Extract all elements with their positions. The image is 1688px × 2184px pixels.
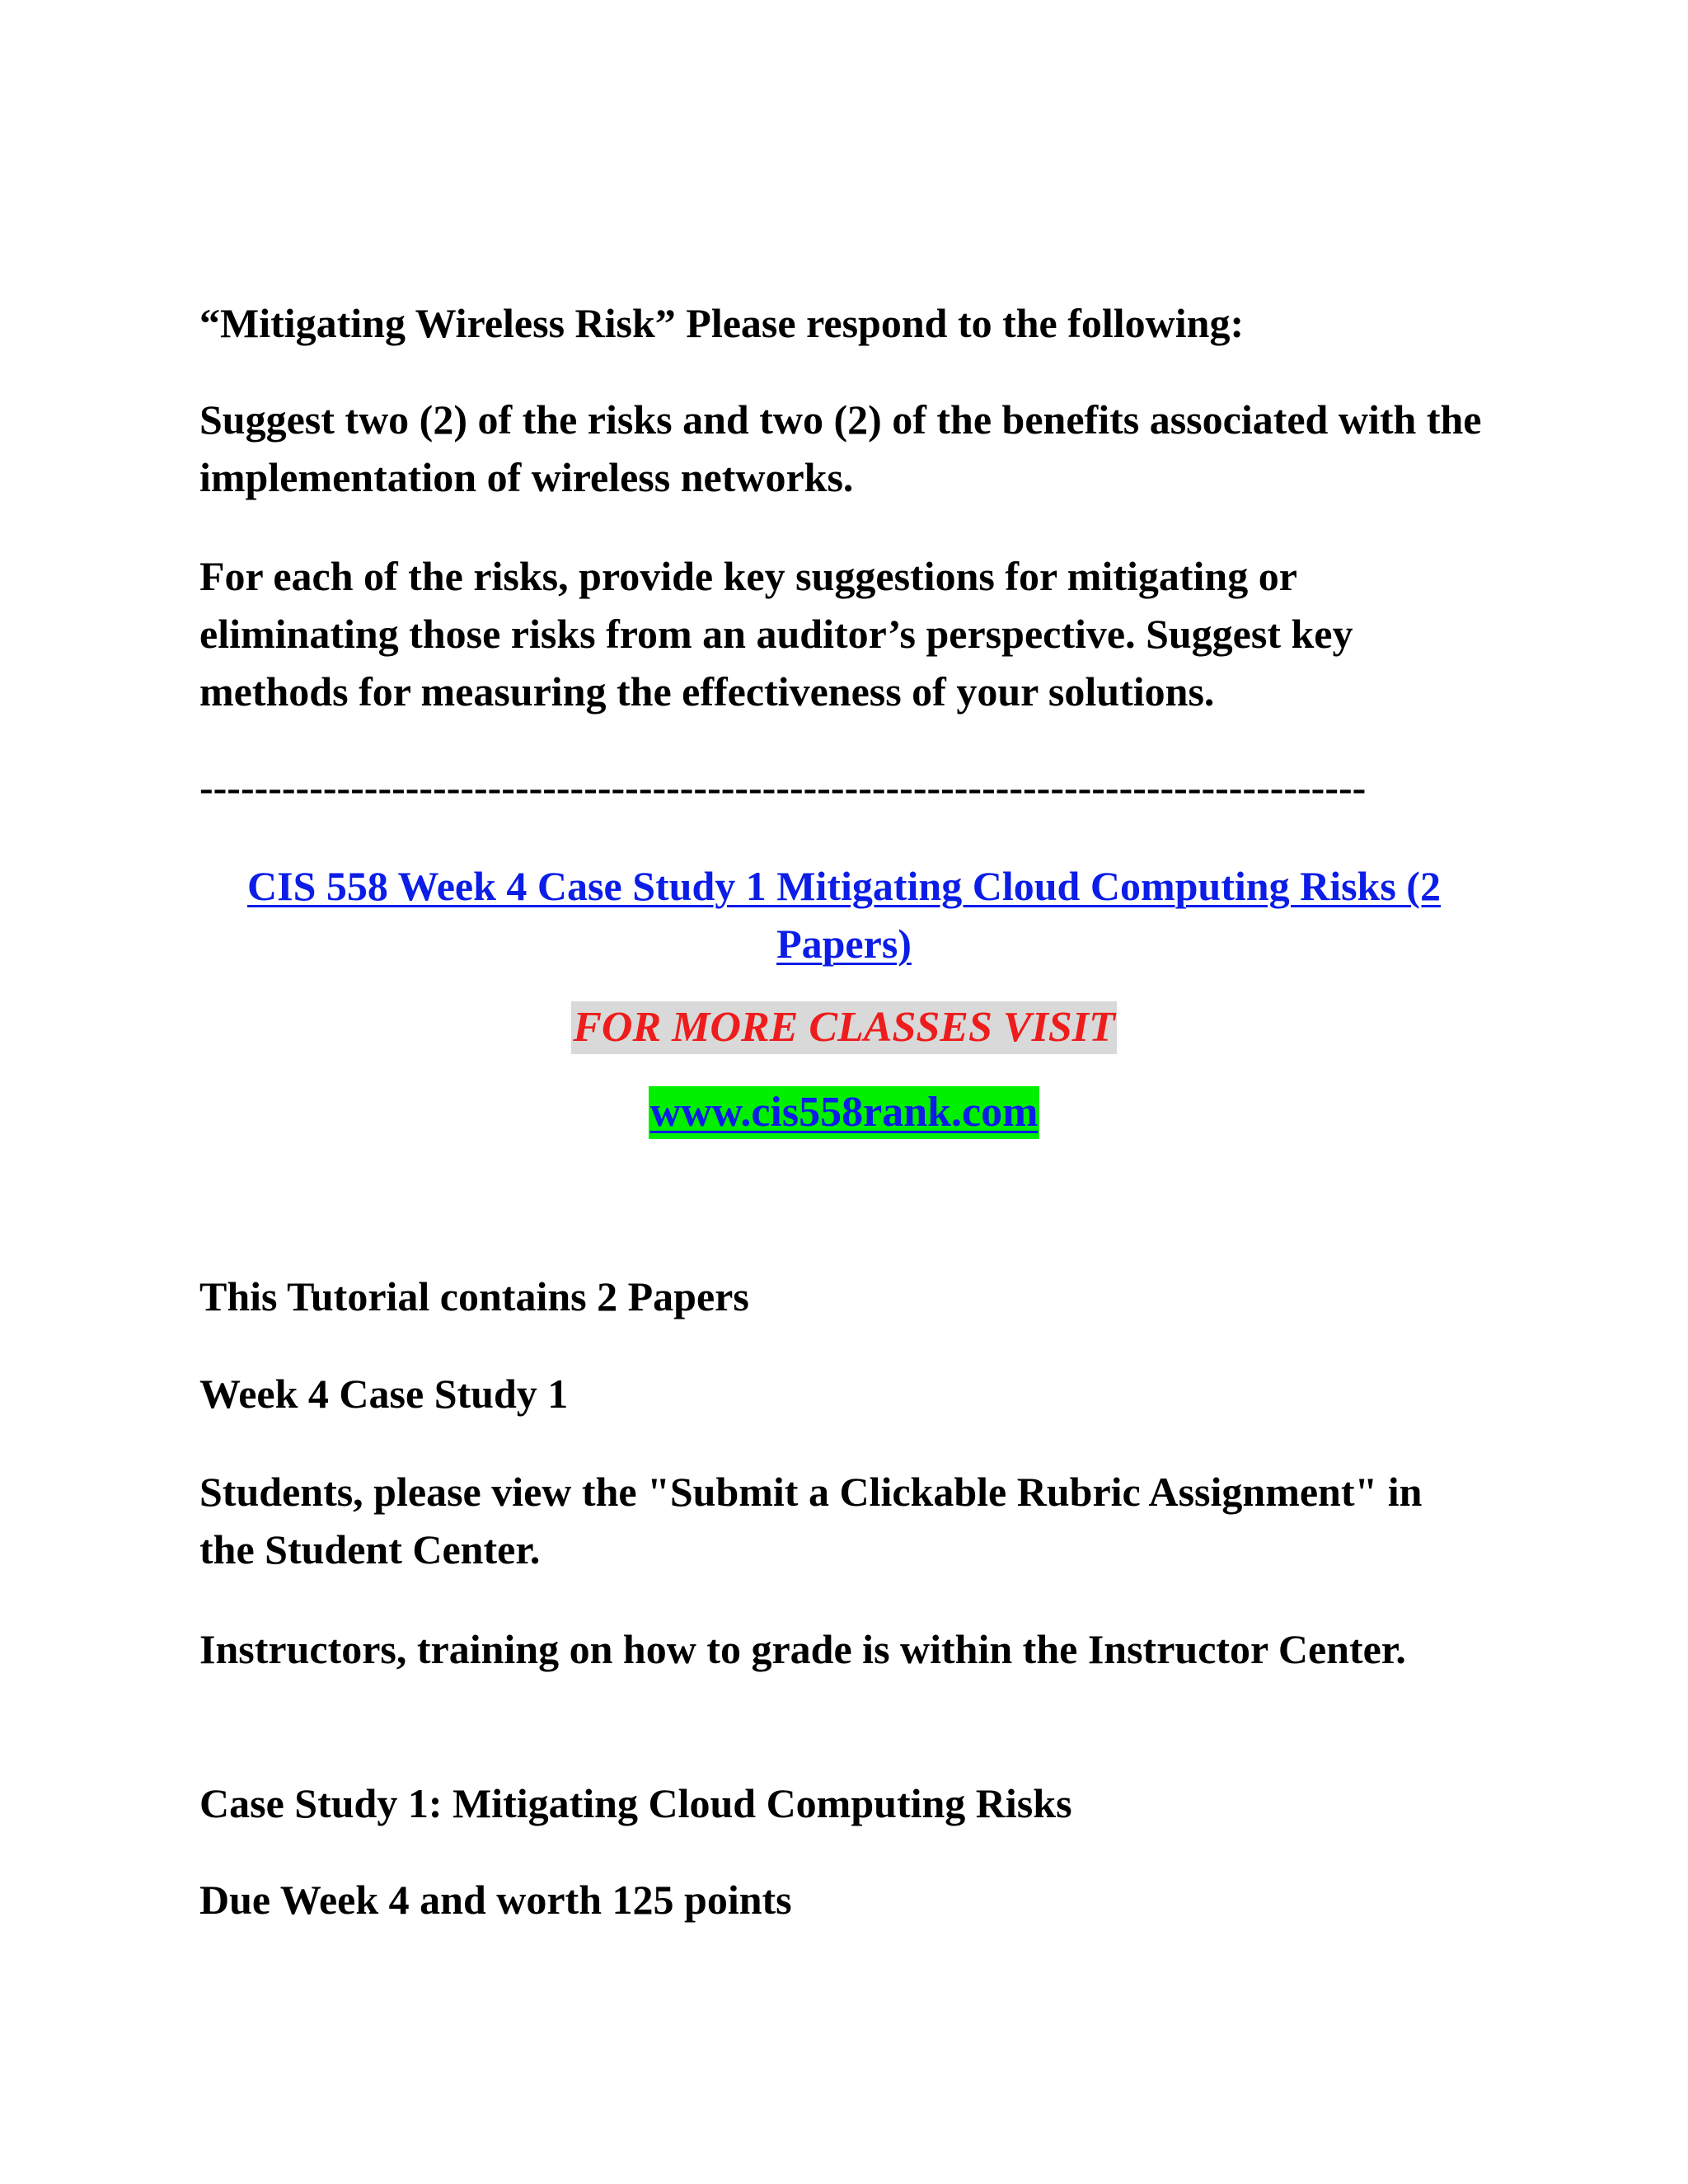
dashed-divider: ------------------------------------------------------------------------------------- — [199, 764, 1367, 810]
case-study-heading: Case Study 1: Mitigating Cloud Computing Risks — [199, 1780, 1072, 1826]
mitigation-prompt: For each of the risks, provide key suggestions for mitigating or eliminating those risks from an auditor’s perspective. Suggest key methods for measuring the effectiveness of your solutions. — [199, 553, 1353, 715]
visit-label: FOR MORE CLASSES VISIT — [571, 1001, 1117, 1054]
case-study-link[interactable]: CIS 558 Week 4 Case Study 1 Mitigating Cloud Computing Risks (2 Papers) — [247, 863, 1441, 967]
week-line: Week 4 Case Study 1 — [199, 1371, 569, 1417]
website-banner — [0, 1086, 1688, 1139]
risk-benefit-prompt: Suggest two (2) of the risks and two (2) of the benefits associated with the implementation of wireless networks. — [199, 396, 1482, 500]
discussion-title: “Mitigating Wireless Risk” Please respond to the following: — [199, 300, 1245, 346]
visit-banner — [0, 1001, 1688, 1054]
tutorial-line: This Tutorial contains 2 Papers — [199, 1273, 749, 1319]
instructors-instructions: Instructors, training on how to grade is within the Instructor Center. — [199, 1626, 1406, 1672]
website-link[interactable]: www.cis558rank.com — [649, 1086, 1040, 1139]
due-line: Due Week 4 and worth 125 points — [199, 1877, 792, 1923]
students-instructions: Students, please view the "Submit a Clickable Rubric Assignment" in the Student Center. — [199, 1469, 1423, 1572]
